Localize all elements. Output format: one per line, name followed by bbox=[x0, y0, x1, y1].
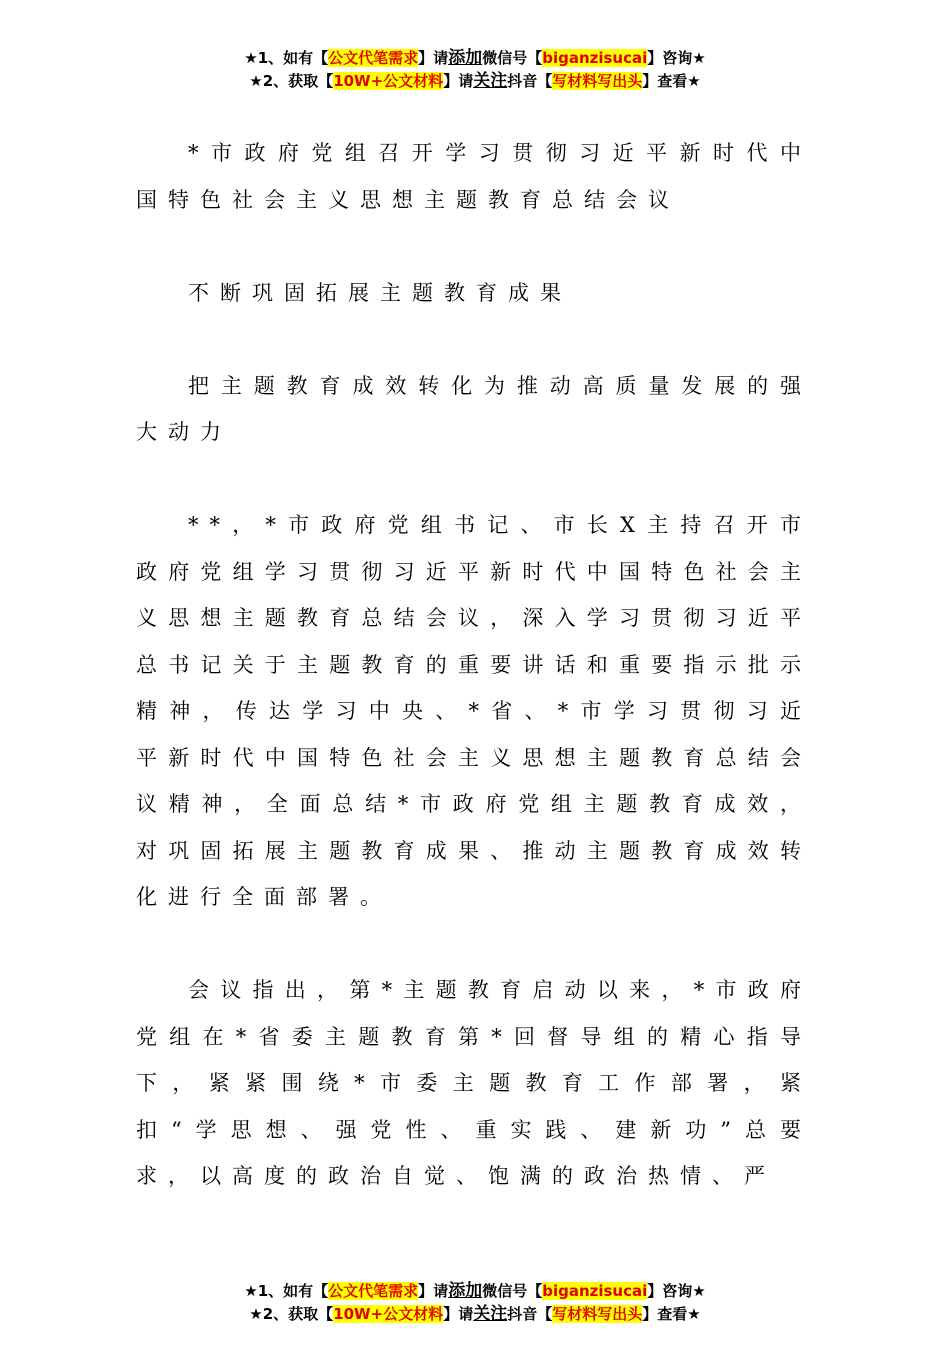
header-banner bbox=[0, 47, 950, 93]
banner-text: ★2、获取【 bbox=[249, 1305, 334, 1323]
banner-line-1 bbox=[0, 47, 950, 70]
banner-text: 】咨询★ bbox=[647, 49, 706, 67]
banner-text: 】请 bbox=[418, 49, 449, 67]
banner-highlight: 写材料写出头 bbox=[552, 1305, 643, 1323]
banner-line-2 bbox=[0, 70, 950, 93]
banner-text: 抖音【 bbox=[507, 1305, 553, 1323]
banner-wechat-id: biganzisucai bbox=[542, 1282, 648, 1300]
document-body bbox=[136, 130, 812, 1200]
banner-wechat-id: biganzisucai bbox=[542, 49, 648, 67]
banner-line-1 bbox=[0, 1280, 950, 1303]
banner-line-2 bbox=[0, 1303, 950, 1326]
body-paragraph: **，*市政府党组书记、市长X主持召开市政府党组学习贯彻习近平新时代中国特色社会主义思想主题教育总结会议，深入学习贯彻习近平总书记关于主题教育的重要讲话和重要指示批示精神，传达学习中央、*省、*市学习贯彻习近平新时代中国特色社会主义思想主题教育总结会议精神，全面总结*市政府党组主题教育成效，对巩固拓展主题教育成果、推动主题教育成效转化进行全面部署。 bbox=[136, 513, 812, 909]
banner-text: 微信号【 bbox=[482, 49, 543, 67]
banner-text: 】请 bbox=[418, 1282, 449, 1300]
banner-text: 】查看★ bbox=[642, 72, 701, 90]
banner-highlight: 10W+公文材料 bbox=[333, 1305, 444, 1323]
document-title: *市政府党组召开学习贯彻习近平新时代中国特色社会主义思想主题教育总结会议 bbox=[136, 141, 812, 212]
banner-text: 微信号【 bbox=[482, 1282, 543, 1300]
banner-highlight: 写材料写出头 bbox=[552, 72, 643, 90]
document-subtitle: 把主题教育成效转化为推动高质量发展的强大动力 bbox=[136, 373, 812, 444]
banner-text: 抖音【 bbox=[507, 72, 553, 90]
banner-emphasis: 关注 bbox=[473, 1304, 508, 1324]
banner-text: 】请 bbox=[443, 72, 474, 90]
document-subtitle: 不断巩固拓展主题教育成果 bbox=[188, 280, 572, 305]
banner-emphasis: 添加 bbox=[448, 48, 483, 68]
banner-highlight: 公文代笔需求 bbox=[328, 49, 419, 67]
banner-text: ★1、如有【 bbox=[244, 49, 329, 67]
banner-text: ★2、获取【 bbox=[249, 72, 334, 90]
banner-highlight: 公文代笔需求 bbox=[328, 1282, 419, 1300]
banner-highlight: 10W+公文材料 bbox=[333, 72, 444, 90]
banner-text: ★1、如有【 bbox=[244, 1282, 329, 1300]
body-paragraph: 会议指出，第*主题教育启动以来，*市政府党组在*省委主题教育第*回督导组的精心指导下，紧紧围绕*市委主题教育工作部署，紧扣“学思想、强党性、重实践、建新功”总要求，以高度的政治自觉、饱满的政治热情、严 bbox=[136, 978, 812, 1188]
footer-banner bbox=[0, 1280, 950, 1326]
banner-emphasis: 关注 bbox=[473, 71, 508, 91]
banner-text: 】查看★ bbox=[642, 1305, 701, 1323]
banner-emphasis: 添加 bbox=[448, 1281, 483, 1301]
banner-text: 】咨询★ bbox=[647, 1282, 706, 1300]
banner-text: 】请 bbox=[443, 1305, 474, 1323]
